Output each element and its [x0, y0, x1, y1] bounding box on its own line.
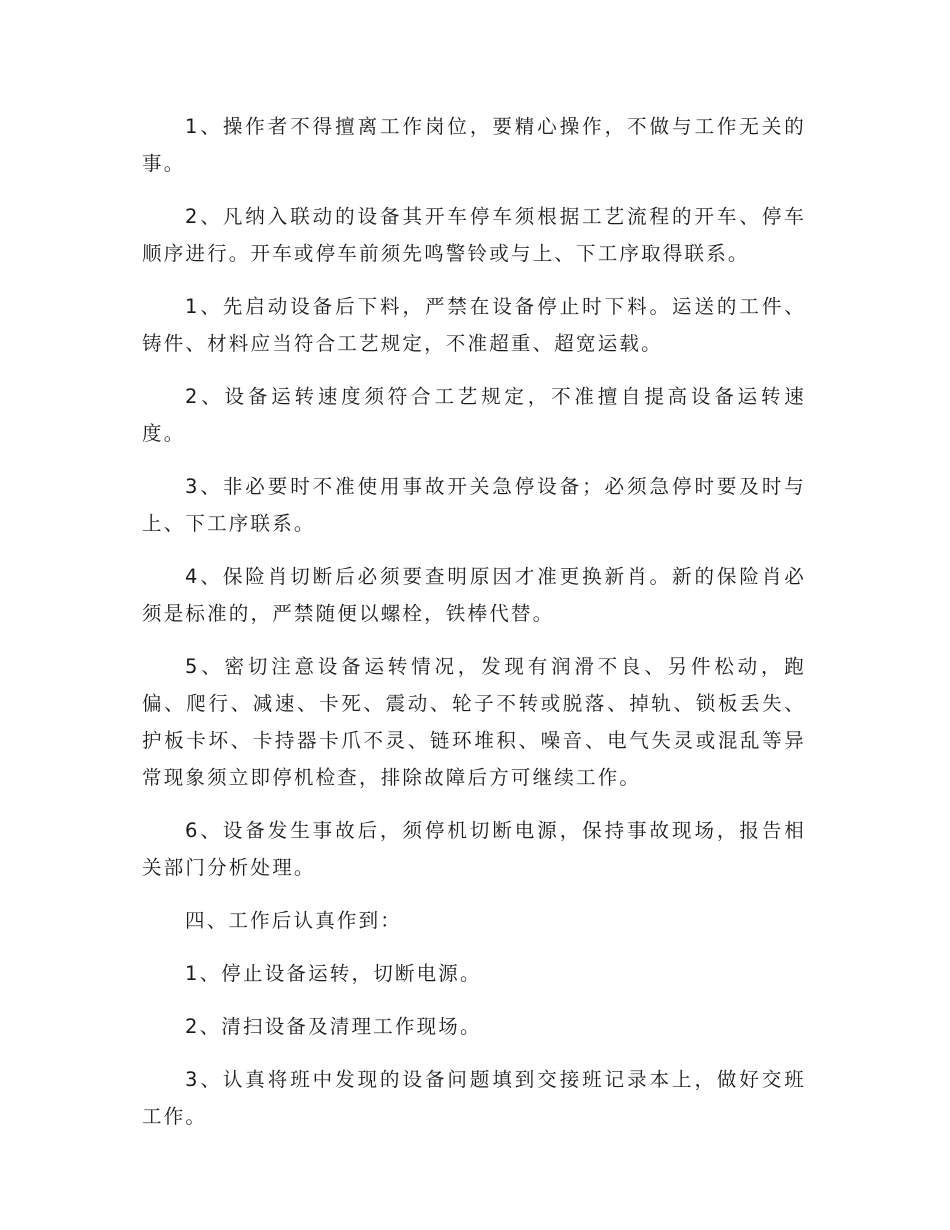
section-heading: 四、工作后认真作到：: [185, 909, 403, 932]
paragraph-7: 5、密切注意设备运转情况，发现有润滑不良、另件松动，跑偏、爬行、减速、卡死、震动、轮子不转或脱落、掉轨、锁板丢失、护板卡坏、卡持器卡爪不灵、链环堆积、噪音、电气失灵或混乱等异常现象须立即停机检查，排除故障后方可继续工作。: [142, 655, 806, 789]
paragraph-1: 1、操作者不得擅离工作岗位，要精心操作，不做与工作无关的事。: [142, 115, 806, 175]
paragraph-3: 1、先启动设备后下料，严禁在设备停止时下料。运送的工件、铸件、材料应当符合工艺规定，不准超重、超宽运载。: [142, 295, 806, 355]
paragraph-5: 3、非必要时不准使用事故开关急停设备；必须急停时要及时与上、下工序联系。: [142, 475, 806, 535]
paragraph-2: 2、凡纳入联动的设备其开车停车须根据工艺流程的开车、停车顺序进行。开车或停车前须先鸣警铃或与上、下工序取得联系。: [142, 205, 806, 265]
paragraph-12: 3、认真将班中发现的设备问题填到交接班记录本上，做好交班工作。: [142, 1068, 806, 1128]
document-body: [142, 108, 806, 1151]
paragraph-4: 2、设备运转速度须符合工艺规定，不准擅自提高设备运转速度。: [142, 385, 806, 445]
paragraph-10: 1、停止设备运转，切断电源。: [185, 962, 482, 985]
paragraph-6: 4、保险肖切断后必须要查明原因才准更换新肖。新的保险肖必须是标准的，严禁随便以螺栓，铁棒代替。: [142, 565, 806, 625]
paragraph-11: 2、清扫设备及清理工作现场。: [185, 1015, 482, 1038]
paragraph-8: 6、设备发生事故后，须停机切断电源，保持事故现场，报告相关部门分析处理。: [142, 819, 806, 879]
